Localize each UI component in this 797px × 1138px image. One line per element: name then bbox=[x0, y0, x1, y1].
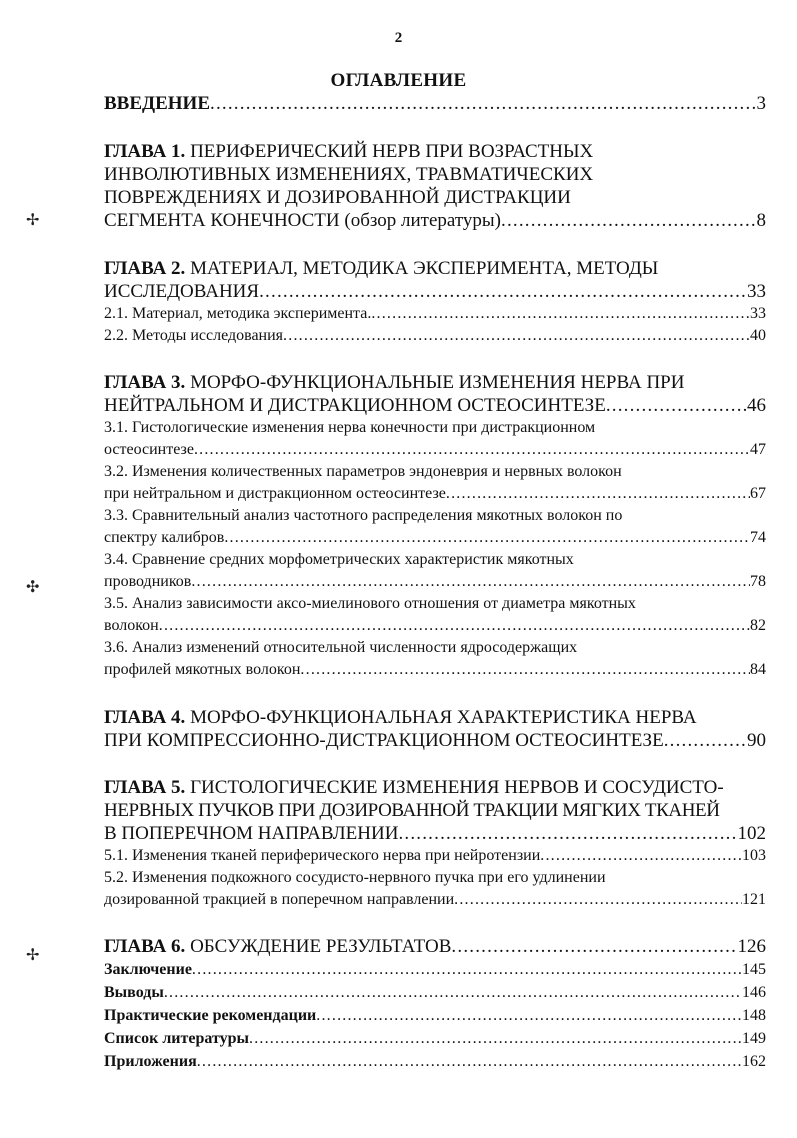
toc-entry-section-3-1[interactable]: 3.1. Гистологические изменения нерва конечности при дистракционном остеосинтезе ..... 47 bbox=[104, 417, 766, 461]
chapter-title-line: СЕГМЕНТА КОНЕЧНОСТИ (обзор литературы) bbox=[104, 210, 501, 231]
entry-page: 8 bbox=[756, 210, 766, 231]
chapter-number: ГЛАВА 2. bbox=[104, 258, 186, 279]
entry-page: 67 bbox=[750, 485, 766, 502]
entry-page: 78 bbox=[750, 573, 766, 590]
entry-page: 74 bbox=[750, 529, 766, 546]
toc-entry-section-3-2[interactable]: 3.2. Изменения количественных параметров эндоневрия и нервных волокон при нейтральном и дистракционном остеосинтезе ..... 67 bbox=[104, 461, 766, 505]
table-of-contents bbox=[104, 92, 766, 1073]
toc-entry-section-3-5[interactable]: 3.5. Анализ зависимости аксо-миелинового отношения от диаметра мякотных волокон ..... 82 bbox=[104, 593, 766, 637]
entry-page: 121 bbox=[742, 891, 766, 908]
toc-entry-intro[interactable] bbox=[104, 92, 766, 115]
entry-page: 84 bbox=[750, 661, 766, 678]
entry-page: 146 bbox=[742, 984, 766, 1001]
chapter-title-line: ИНВОЛЮТИВНЫХ ИЗМЕНЕНИЯХ, ТРАВМАТИЧЕСКИХ bbox=[104, 164, 594, 185]
chapter-title-line: МАТЕРИАЛ, МЕТОДИКА ЭКСПЕРИМЕНТА, МЕТОДЫ bbox=[190, 258, 659, 279]
entry-page: 33 bbox=[750, 305, 766, 322]
entry-page: 102 bbox=[737, 823, 766, 844]
toc-entry-findings[interactable]: Выводы ..... 146 bbox=[104, 981, 766, 1004]
entry-page: 40 bbox=[750, 327, 766, 344]
page-number: 2 bbox=[394, 30, 403, 46]
entry-page: 148 bbox=[742, 1007, 766, 1024]
toc-entry-appendices[interactable]: Приложения ..... 162 bbox=[104, 1050, 766, 1073]
chapter-title-line: ПЕРИФЕРИЧЕСКИЙ НЕРВ ПРИ ВОЗРАСТНЫХ bbox=[190, 141, 594, 162]
scan-mark: ✢ bbox=[26, 212, 40, 229]
entry-page: 126 bbox=[737, 936, 766, 957]
chapter-title-line: МОРФО-ФУНКЦИОНАЛЬНЫЕ ИЗМЕНЕНИЯ НЕРВА ПРИ bbox=[190, 372, 685, 393]
toc-entry-chapter-6[interactable] bbox=[104, 935, 766, 958]
entry-page: 47 bbox=[750, 441, 766, 458]
toc-entry-section-2-1[interactable]: 2.1. Материал, методика эксперимента. ..... 33 bbox=[104, 303, 766, 325]
toc-entry-conclusion[interactable]: Заключение ..... 145 bbox=[104, 958, 766, 981]
chapter-number: ГЛАВА 4. bbox=[104, 707, 186, 728]
toc-entry-section-3-3[interactable]: 3.3. Сравнительный анализ частотного распределения мякотных волокон по спектру калибров ..... 74 bbox=[104, 505, 766, 549]
entry-label: ВВЕДЕНИЕ bbox=[104, 93, 210, 114]
toc-entry-recommendations[interactable]: Практические рекомендации ..... 148 bbox=[104, 1004, 766, 1027]
chapter-title-line: ГИСТОЛОГИЧЕСКИЕ ИЗМЕНЕНИЯ НЕРВОВ И СОСУДИСТО- bbox=[190, 777, 724, 798]
entry-page: 82 bbox=[750, 617, 766, 634]
chapter-number: ГЛАВА 1. bbox=[104, 141, 186, 162]
toc-entry-chapter-2[interactable] bbox=[104, 257, 766, 303]
toc-entry-section-3-4[interactable]: 3.4. Сравнение средних морфометрических характеристик мякотных проводников ..... 78 bbox=[104, 549, 766, 593]
entry-page: 3 bbox=[756, 93, 766, 114]
toc-entry-chapter-1[interactable] bbox=[104, 140, 766, 232]
toc-entry-section-2-2[interactable]: 2.2. Методы исследования ..... 40 bbox=[104, 325, 766, 347]
chapter-title-line: ПРИ КОМПРЕССИОННО-ДИСТРАКЦИОННОМ ОСТЕОСИНТЕЗЕ bbox=[104, 730, 664, 751]
chapter-title-line: ИССЛЕДОВАНИЯ bbox=[104, 281, 260, 302]
toc-entry-chapter-3[interactable] bbox=[104, 371, 766, 417]
entry-page: 149 bbox=[742, 1030, 766, 1047]
toc-entry-chapter-4[interactable] bbox=[104, 706, 766, 752]
entry-page: 90 bbox=[747, 730, 766, 751]
entry-page: 145 bbox=[742, 961, 766, 978]
chapter-title-line: В ПОПЕРЕЧНОМ НАПРАВЛЕНИИ bbox=[104, 823, 399, 844]
chapter-number: ГЛАВА 5. bbox=[104, 777, 186, 798]
entry-page: 103 bbox=[742, 847, 766, 864]
chapter-title-line: НЕЙТРАЛЬНОМ И ДИСТРАКЦИОННОМ ОСТЕОСИНТЕЗЕ bbox=[104, 395, 606, 416]
scan-mark: ✢ bbox=[26, 947, 40, 964]
toc-title: ОГЛАВЛЕНИЕ bbox=[330, 70, 467, 91]
toc-entry-section-5-1[interactable]: 5.1. Изменения тканей периферического нерва при нейротензии ..... 103 bbox=[104, 845, 766, 867]
chapter-number: ГЛАВА 3. bbox=[104, 372, 186, 393]
chapter-title-line: МОРФО-ФУНКЦИОНАЛЬНАЯ ХАРАКТЕРИСТИКА НЕРВА bbox=[190, 707, 697, 728]
toc-entry-references[interactable]: Список литературы ..... 149 bbox=[104, 1027, 766, 1050]
entry-page: 33 bbox=[747, 281, 766, 302]
chapter-title-line: ПОВРЕЖДЕНИЯХ И ДОЗИРОВАННОЙ ДИСТРАКЦИИ bbox=[104, 187, 571, 208]
chapter-title-line: НЕРВНЫХ ПУЧКОВ ПРИ ДОЗИРОВАННОЙ ТРАКЦИИ МЯГКИХ ТКАНЕЙ bbox=[104, 800, 720, 821]
toc-entry-chapter-5[interactable] bbox=[104, 776, 766, 845]
chapter-number: ГЛАВА 6. bbox=[104, 936, 186, 957]
toc-entry-section-5-2[interactable]: 5.2. Изменения подкожного сосудисто-нервного пучка при его удлинении дозированной тракцией в поперечном направлении ..... 121 bbox=[104, 867, 766, 911]
entry-page: 46 bbox=[747, 395, 766, 416]
scan-mark: ✣ bbox=[26, 579, 40, 596]
chapter-title-line: ОБСУЖДЕНИЕ РЕЗУЛЬТАТОВ bbox=[190, 936, 452, 957]
toc-entry-section-3-6[interactable]: 3.6. Анализ изменений относительной численности ядросодержащих профилей мякотных волокон ..... 84 bbox=[104, 637, 766, 681]
entry-page: 162 bbox=[742, 1053, 766, 1070]
